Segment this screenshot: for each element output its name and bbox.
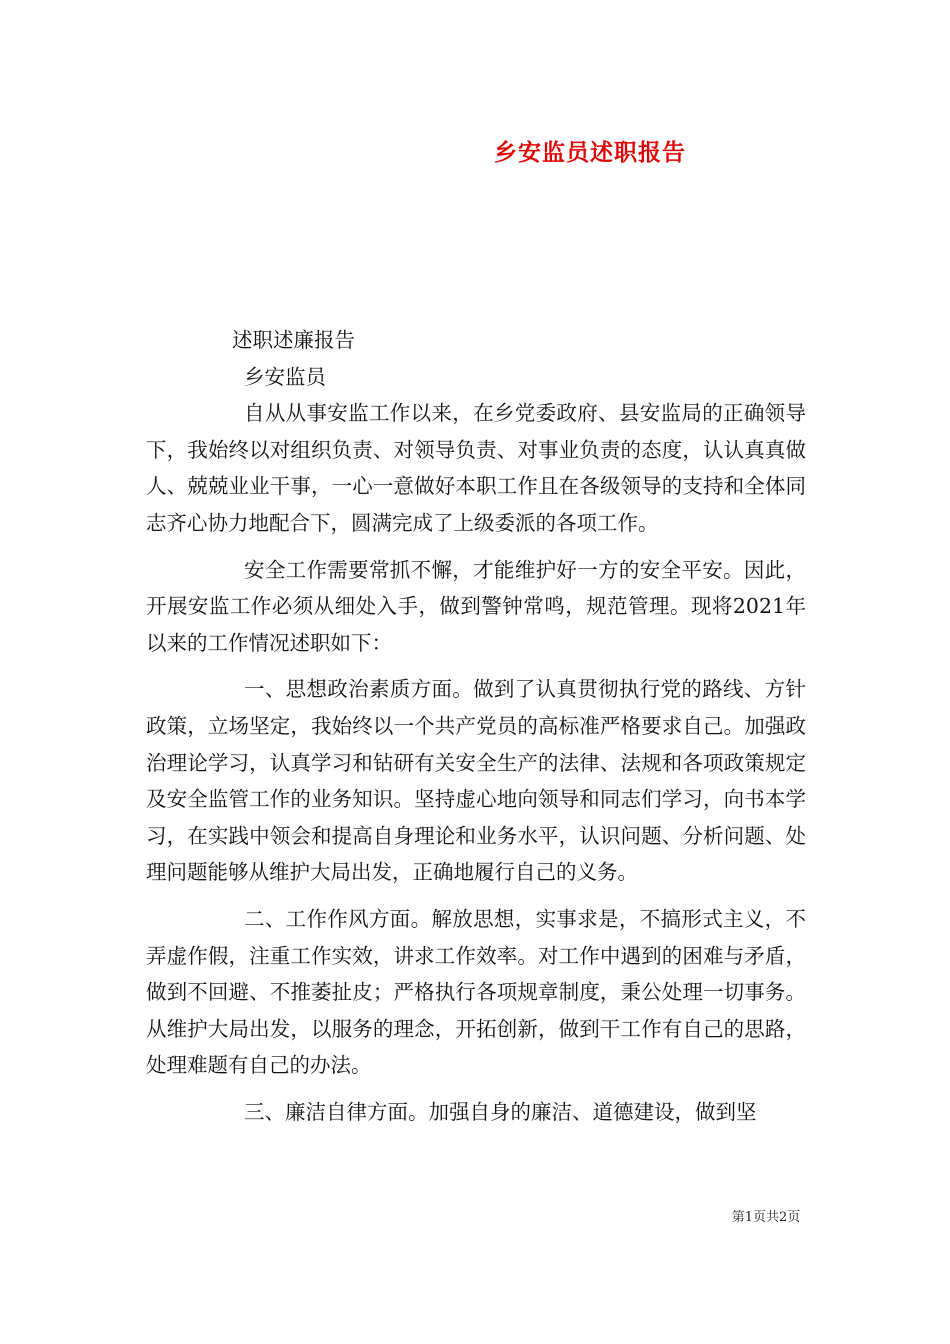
author-line: 乡安监员 bbox=[244, 364, 326, 389]
paragraph-intro: 自从从事安监工作以来，在乡党委政府、县安监局的正确领导下，我始终以对组织负责、对领导负责、对事业负责的态度，认认真真做人、兢兢业业干事，一心一意做好本职工作且在各级领导的支持和全体同志齐心协力地配合下，圆满完成了上级委派的各项工作。 bbox=[146, 401, 806, 535]
report-heading: 述职述廉报告 bbox=[232, 328, 355, 352]
paragraph-political: 一、思想政治素质方面。做到了认真贯彻执行党的路线、方针政策，立场坚定，我始终以一个共产党员的高标准严格要求自己。加强政治理论学习，认真学习和钻研有关安全生产的法律、法规和各项政策规定及安全监管工作的业务知识。坚持虚心地向领导和同志们学习，向书本学习，在实践中领会和提高自身理论和业务水平，认识问题、分析问题、处理问题能够从维护大局出发，正确地履行自己的义务。 bbox=[146, 677, 806, 885]
paragraph-work-style: 二、工作作风方面。解放思想，实事求是，不搞形式主义，不弄虚作假，注重工作实效，讲求工作效率。对工作中遇到的困难与矛盾，做到不回避、不推萎扯皮；严格执行各项规章制度，秉公处理一切事务。从维护大局出发，以服务的理念，开拓创新，做到干工作有自己的思路，处理难题有自己的办法。 bbox=[146, 906, 806, 1078]
paragraph-overview: 安全工作需要常抓不懈，才能维护好一方的安全平安。因此，开展安监工作必须从细处入手，做到警钟常鸣，规范管理。现将2021年以来的工作情况述职如下： bbox=[146, 557, 806, 655]
document-body bbox=[146, 322, 806, 1140]
page-number: 第1页共2页 bbox=[731, 1210, 801, 1225]
paragraph-integrity: 三、廉洁自律方面。加强自身的廉洁、道德建设，做到坚 bbox=[244, 1099, 757, 1124]
document-title: 乡安监员述职报告 bbox=[494, 139, 686, 166]
